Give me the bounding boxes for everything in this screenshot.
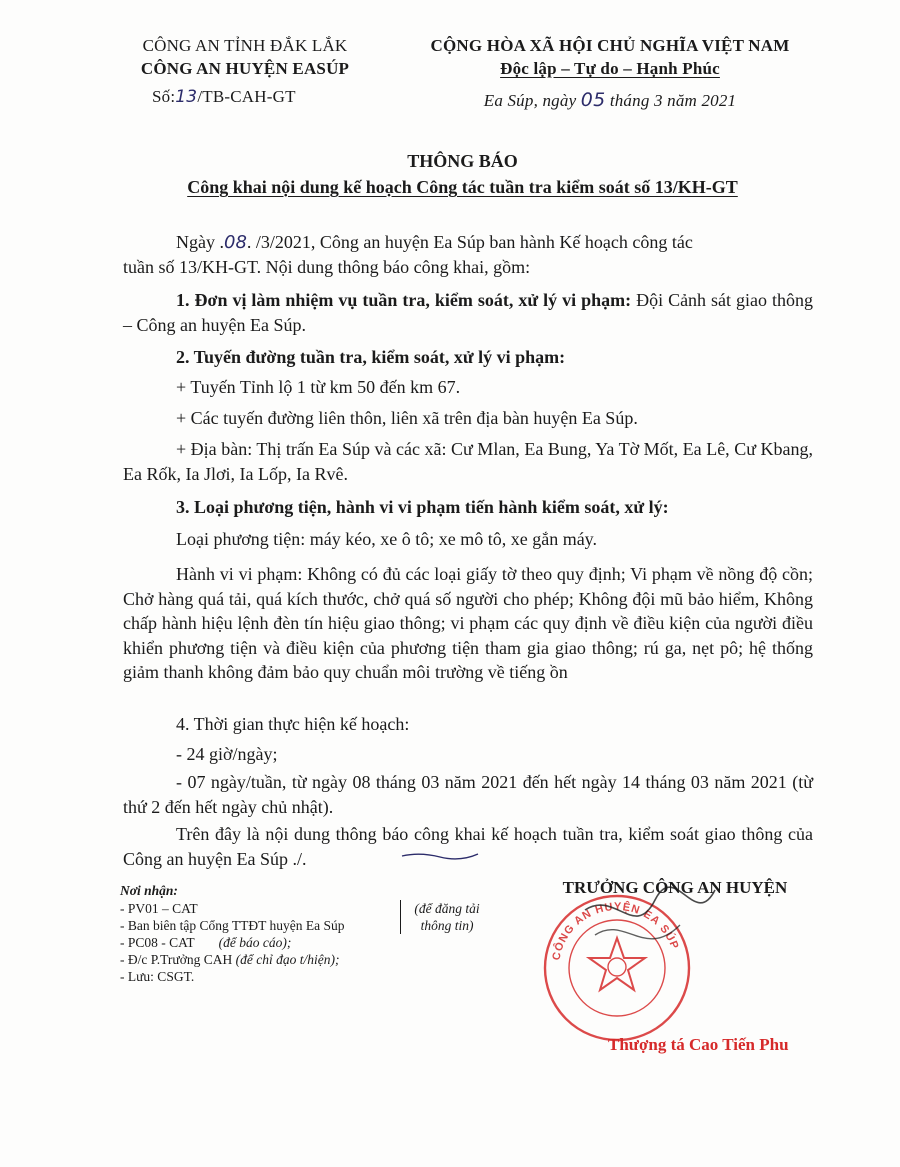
motto — [395, 59, 825, 79]
intro-paragraph — [123, 230, 813, 280]
date-handwritten: 05 — [580, 89, 606, 111]
recipient-item-text: - PC08 - CAT — [120, 935, 195, 950]
recipient-item: - Lưu: CSGT. — [120, 969, 195, 984]
issue-date — [395, 89, 825, 111]
schedule-1: - 24 giờ/ngày; — [176, 744, 278, 764]
violation-types: Hành vi vi phạm: Không có đủ các loại giấy tờ theo quy định; Vi phạm về nồng độ cồn; Chở hàng quá tải, quá kích thước, chở quá số người cho phép; Không đội mũ bảo hiểm, Không chấp hành hiệu lệnh đèn tín hiệu giao thông; vi phạm các quy định về điều kiện của người điều khiển phương tiện và điều kiện của phương tiện tham gia giao thông; rú ga, nẹt pô; hệ thống giảm thanh không đảm bảo quy chuẩn môi trường về tiếng ồn — [123, 564, 813, 682]
subtitle-text: Công khai nội dung kế hoạch Công tác tuần tra kiểm soát số 13/KH-GT — [187, 177, 738, 197]
signer-title: TRƯỞNG CÔNG AN HUYỆN — [562, 878, 788, 897]
route-1: + Tuyến Tỉnh lộ 1 từ km 50 đến km 67. — [176, 377, 461, 397]
intro-text-a: Ngày . — [176, 232, 224, 252]
doc-no-handwritten: 13 — [175, 87, 198, 107]
page-title: THÔNG BÁO — [407, 151, 518, 171]
date-prefix: Ea Súp, ngày — [483, 91, 577, 110]
intro-line-1 — [123, 230, 813, 255]
schedule-2: - 07 ngày/tuần, từ ngày 08 tháng 03 năm 2021 đến hết ngày 14 tháng 03 năm 2021 (từ thứ 2 đến hết ngày chủ nhật). — [123, 772, 813, 817]
section-1-text: Đội Cảnh sát giao thông – Công an huyện Ea Súp. — [123, 290, 813, 335]
doc-no-suffix: /TB-CAH-GT — [197, 87, 296, 106]
handwritten-flourish — [400, 848, 480, 862]
recipient-item — [120, 951, 420, 968]
agency-name: CÔNG AN HUYỆN EASÚP — [140, 59, 350, 78]
recipient-note-posting: (để đăng tải thông tin) — [400, 900, 489, 934]
recipient-note-direct: (để chỉ đạo t/hiện); — [235, 952, 340, 967]
section-4-heading: 4. Thời gian thực hiện kế hoạch: — [176, 714, 410, 734]
recipient-item: - Ban biên tập Cổng TTĐT huyện Ea Súp — [120, 918, 345, 933]
closing-paragraph: Trên đây là nội dung thông báo công khai kế hoạch tuần tra, kiểm soát giao thông của Công an huyện Ea Súp ./. — [123, 824, 813, 869]
signer-name: Thượng tá Cao Tiến Phu — [608, 1035, 789, 1054]
section-2-heading: 2. Tuyến đường tuần tra, kiểm soát, xử lý vi phạm: — [176, 347, 566, 367]
agency-underline — [115, 66, 195, 67]
section-1-heading: 1. Đơn vị làm nhiệm vụ tuần tra, kiểm soát, xử lý vi phạm: — [176, 290, 632, 310]
document-number — [152, 87, 412, 107]
route-3: + Địa bàn: Thị trấn Ea Súp và các xã: Cư Mlan, Ea Bung, Ya Tờ Mốt, Ea Lê, Cư Kbang, Ea Rốk, Ia Jlơi, Ia Lốp, Ia Rvê. — [123, 439, 813, 484]
section-1 — [123, 288, 813, 338]
page-subtitle — [100, 177, 825, 198]
recipient-item-text: - Đ/c P.Trưởng CAH — [120, 952, 233, 967]
recipients-list — [120, 900, 420, 985]
section-3-heading: 3. Loại phương tiện, hành vi vi phạm tiến hành kiểm soát, xử lý: — [176, 497, 669, 517]
nation-title: CỘNG HÒA XÃ HỘI CHỦ NGHĨA VIỆT NAM — [430, 36, 790, 55]
recipient-item: - PV01 – CAT — [120, 901, 198, 916]
vehicle-types: Loại phương tiện: máy kéo, xe ô tô; xe mô tô, xe gắn máy. — [176, 529, 598, 549]
recipient-note-report: (để báo cáo); — [218, 935, 292, 950]
agency-parent: CÔNG AN TỈNH ĐẮK LẮK — [142, 36, 348, 55]
recipient-item — [120, 934, 420, 951]
route-2: + Các tuyến đường liên thôn, liên xã trên địa bàn huyện Ea Súp. — [176, 408, 638, 428]
signature-scribble — [565, 870, 735, 1040]
recipients-heading: Nơi nhận: — [120, 883, 178, 898]
stamp-ring-text: CÔNG AN HUYỆN EA SÚP — [550, 900, 681, 962]
intro-line-2: tuần số 13/KH-GT. Nội dung thông báo công khai, gồm: — [123, 257, 531, 277]
intro-text-b: . /3/2021, Công an huyện Ea Súp ban hành Kế hoạch công tác — [246, 232, 693, 252]
doc-no-prefix: Số: — [152, 87, 176, 106]
intro-date-handwritten: 08 — [224, 232, 247, 253]
motto-text: Độc lập – Tự do – Hạnh Phúc — [500, 59, 720, 78]
date-suffix: tháng 3 năm 2021 — [609, 91, 737, 110]
